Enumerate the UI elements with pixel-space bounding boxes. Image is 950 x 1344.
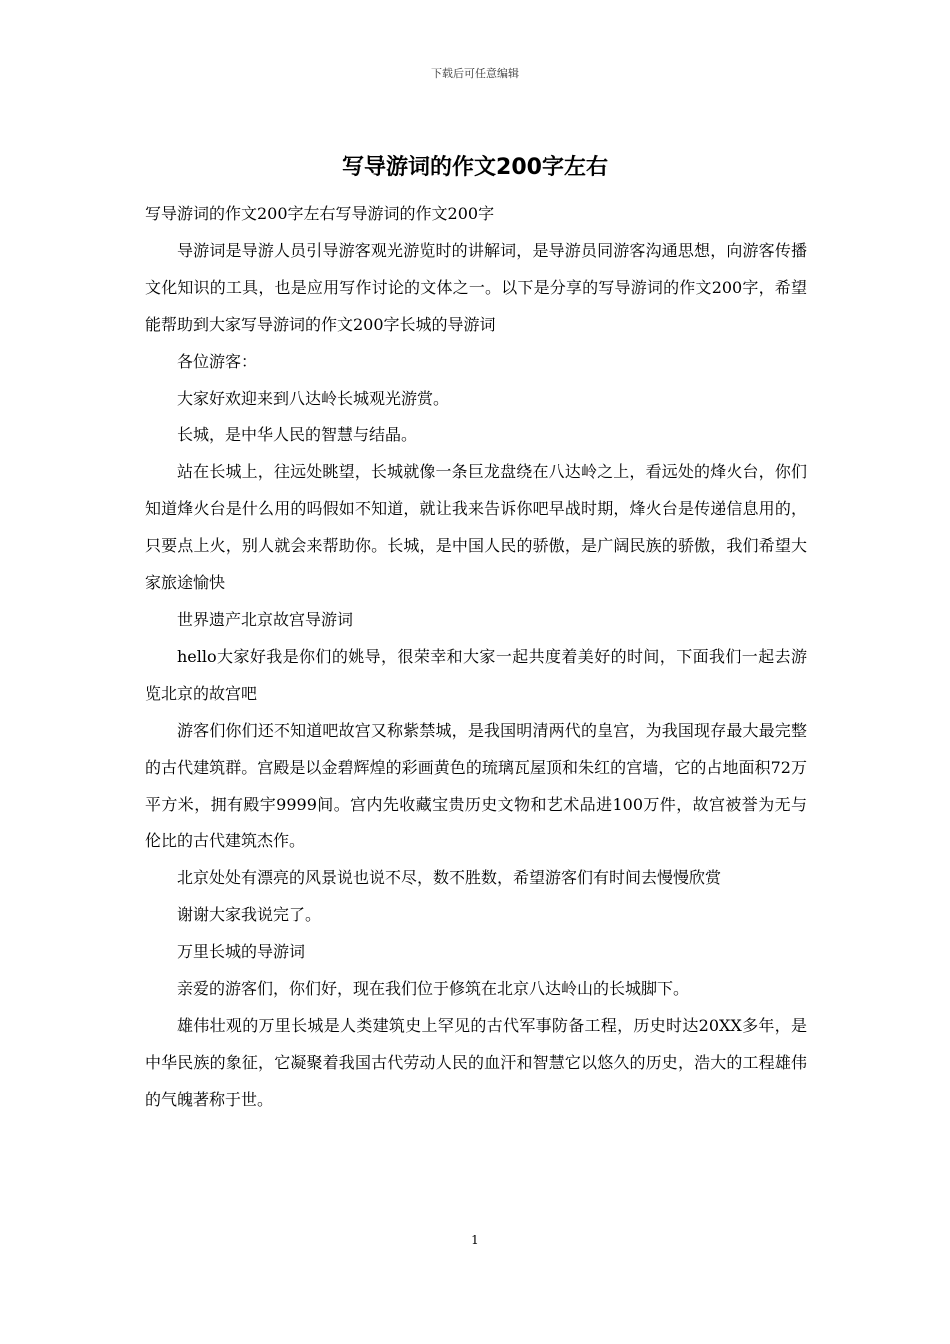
body-paragraph: 导游词是导游人员引导游客观光游览时的讲解词，是导游员同游客沟通思想，向游客传播文化知识的工具，也是应用写作讨论的文体之一。以下是分享的写导游词的作文200字，希望能帮助到大家写导游词的作文200字长城的导游词	[145, 240, 807, 334]
body-paragraph: 谢谢大家我说完了。	[177, 905, 322, 925]
section-heading: 世界遗产北京故宫导游词	[177, 609, 354, 629]
document-body	[145, 196, 807, 1119]
section-heading: 万里长城的导游词	[177, 942, 306, 962]
header-note: 下载后可任意编辑	[431, 67, 519, 80]
page-number: 1	[471, 1233, 479, 1247]
body-paragraph: 大家好欢迎来到八达岭长城观光游赏。	[177, 388, 450, 408]
body-paragraph: 长城，是中华人民的智慧与结晶。	[177, 425, 418, 445]
body-paragraph: hello大家好我是你们的姚导，很荣幸和大家一起共度着美好的时间，下面我们一起去游览北京的故宫吧	[145, 646, 807, 703]
subtitle-paragraph: 写导游词的作文200字左右写导游词的作文200字	[145, 204, 495, 223]
body-paragraph: 站在长城上，往远处眺望，长城就像一条巨龙盘绕在八达岭之上，看远处的烽火台，你们知道烽火台是什么用的吗假如不知道，就让我来告诉你吧早战时期，烽火台是传递信息用的，只要点上火，别人就会来帮助你。长城，是中国人民的骄傲，是广阔民族的骄傲，我们希望大家旅途愉快	[145, 462, 807, 593]
document-title: 写导游词的作文200字左右	[342, 155, 608, 180]
body-paragraph: 北京处处有漂亮的风景说也说不尽，数不胜数，希望游客们有时间去慢慢欣赏	[177, 868, 722, 888]
body-paragraph: 亲爱的游客们，你们好，现在我们位于修筑在北京八达岭山的长城脚下。	[177, 979, 690, 999]
body-paragraph: 各位游客：	[177, 351, 258, 371]
body-paragraph: 雄伟壮观的万里长城是人类建筑史上罕见的古代军事防备工程，历史时达20XX多年，是中华民族的象征，它凝聚着我国古代劳动人民的血汗和智慧它以悠久的历史，浩大的工程雄伟的气魄著称于世。	[145, 1015, 807, 1109]
body-paragraph: 游客们你们还不知道吧故宫又称紫禁城，是我国明清两代的皇宫，为我国现存最大最完整的古代建筑群。宫殿是以金碧辉煌的彩画黄色的琉璃瓦屋顶和朱红的宫墙，它的占地面积72万平方米，拥有殿宇9999间。宫内先收藏宝贵历史文物和艺术品进100万件，故宫被誉为无与伦比的古代建筑杰作。	[145, 720, 807, 851]
